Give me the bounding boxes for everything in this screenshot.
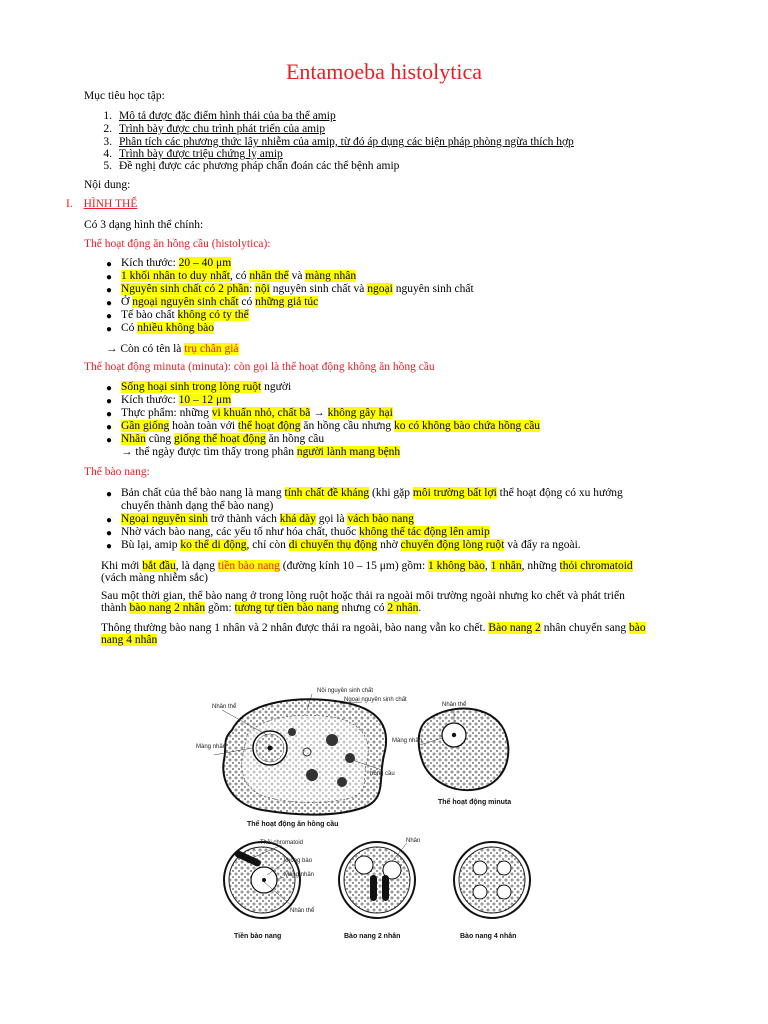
form3-bullet: Bản chất của thể bào nang là mang tính chất đề kháng (khi gặp môi trường bất lợi thể hoạt động có xu hướng — [121, 487, 623, 499]
label-nuclear-membrane: Màng nhân — [284, 872, 315, 878]
form2-bullet: Thực phẩm: những vi khuẩn nhỏ, chất bã → không gây hại — [121, 407, 393, 419]
bullet-icon: ● — [106, 259, 113, 270]
bullet-icon: ● — [106, 383, 113, 394]
label-endoplasm: Nội nguyên sinh chất — [317, 688, 374, 694]
content-label: Nội dung: — [84, 179, 131, 191]
intro-text: Có 3 dạng hình thể chính: — [84, 219, 204, 231]
form1-bullet: Nguyên sinh chất có 2 phần: nội nguyên sinh chất và ngoại nguyên sinh chất — [121, 283, 474, 295]
caption-trophozoite: Thể hoạt động ăn hồng cầu — [247, 821, 339, 828]
bullet-icon: ● — [106, 435, 113, 446]
form3-bullet: Nhờ vách bào nang, các yếu tố như hóa chất, thuốc không thể tác động lên amip — [121, 526, 490, 538]
form3-paragraph: Khi mới bắt đầu, là dạng tiền bào nang (đường kính 10 – 15 μm) gồm: 1 không bào, 1 nhân, những thỏi chromatoid — [101, 560, 633, 572]
form1-heading: Thể hoạt động ăn hồng cầu (histolytica): — [84, 238, 271, 250]
section-heading: I. HÌNH THỂ — [66, 198, 138, 210]
label-karyosome: Nhân thể — [442, 702, 467, 708]
bullet-icon: ● — [106, 528, 113, 539]
label-vacuole: không bào — [284, 858, 313, 864]
bullet-icon: ● — [106, 298, 113, 309]
bullet-icon: ● — [106, 272, 113, 283]
label-karyosome: Nhân thể — [290, 908, 315, 914]
form2-bullet: Gần giống hoàn toàn với thể hoạt động ăn hồng cầu nhưng ko có không bào chứa hồng cầu — [121, 420, 541, 432]
form1-note: → Còn có tên là trụ chân giả — [106, 343, 239, 355]
trophozoite-minuta-cell — [419, 709, 509, 791]
form3-heading: Thể bào nang: — [84, 466, 150, 478]
form2-bullet: Nhân cũng giống thể hoạt động ăn hồng cầu — [121, 433, 325, 445]
form2-note: → thể ngày được tìm thấy trong phân người lành mang bệnh — [121, 446, 401, 458]
form3-paragraph: Thông thường bào nang 1 nhân và 2 nhân được thải ra ngoài, bào nang vẫn ko chết. Bào nang 2 nhân chuyển sang bào — [101, 622, 646, 634]
page-title: Entamoeba histolytica — [285, 59, 483, 84]
bullet-icon: ● — [106, 324, 113, 335]
form3-paragraph-cont: thành bào nang 2 nhân gồm: tương tự tiền bào nang nhưng có 2 nhân. — [101, 602, 422, 614]
cyst-2-nuclei-cell — [339, 842, 415, 918]
form1-bullet: Tế bào chất không có ty thể — [121, 309, 249, 321]
bullet-icon: ● — [106, 541, 113, 552]
form3-paragraph: Sau một thời gian, thể bào nang ở trong lòng ruột hoặc thải ra ngoài môi trường ngoài nhưng ko chết và phát triển — [101, 590, 625, 602]
amoeba-figure — [192, 680, 562, 950]
caption-cyst-2: Bào nang 2 nhân — [344, 933, 401, 940]
form3-paragraph-cont: nang 4 nhân — [101, 634, 158, 646]
form3-bullet: Ngoại nguyên sinh trở thành vách khá dày gọi là vách bào nang — [121, 513, 414, 525]
label-karyosome: Nhân thể — [212, 704, 237, 710]
bullet-icon: ● — [106, 422, 113, 433]
trophozoite-hematophagous-cell — [223, 699, 386, 814]
label-chromatoid-bar: Thỏi chromatoid — [260, 840, 304, 846]
bullet-icon: ● — [106, 515, 113, 526]
label-ectoplasm: Ngoại nguyên sinh chất — [344, 697, 407, 703]
label-nuclear-membrane: Màng nhân — [392, 738, 423, 744]
document-page: Entamoeba histolytica Mục tiêu học tập: 1. Mô tả được đặc điểm hình thái của ba thể amip 2. Trình bày được chu trình phát triển của amip 3. Phân tích các phương thức lây nhiễm của amip, từ đó áp dụng các biện pháp phòng ngừa thích hợp 4. Trình bày được triệu chứng lỵ amip 5. Đề nghị được các phương pháp chẩn đoán các thể bệnh amip Nội dung: I. HÌNH THỂ Có 3 dạng hình thể chính: Thể hoạt động ăn hồng cầu (histolytica): ● Kích thước: 20 – 40 μm ● 1 khối nhân to duy nhất, có nhân thể và màng nhân ● Nguyên sinh chất có 2 phần: nội nguyên sinh chất và ngoại nguyên sinh chất ● Ở ngoại nguyên sinh chất có những giả túc ● Tế bào chất không có ty thể ● Có nhiều không bào → Còn có tên là trụ chân giả Thể hoạt động minuta (minuta): còn gọi là thể hoạt động không ăn hồng cầu ● Sống hoại sinh trong lòng ruột người ● Kích thước: 10 – 12 μm ● Thực phẩm: những vi khuẩn nhỏ, chất bã → không gây hại ● Gần giống hoàn toàn với thể hoạt động ăn hồng cầu nhưng ko có không bào chứa hồng cầu ● Nhân cũng giống thể hoạt động ăn hồng cầu → thể ngày được tìm thấy trong phân người lành mang bệnh Thể bào nang: ● Bản chất của thể bào nang là mang tính chất đề kháng (khi gặp môi trường bất lợi thể hoạt động có xu hướng chuyển thành dạng thể bào nang) ● Ngoại nguyên sinh trở thành vách khá dày gọi là vách bào nang ● Nhờ vách bào nang, các yếu tố như hóa chất, thuốc không thể tác động lên amip ● Bù lại, amip ko thể di động, chỉ còn di chuyển thụ động nhờ chuyển động lòng ruột và đẩy ra ngoài. Khi mới bắt đầu, là dạng tiền bào nang (đường kính 10 – 15 μm) gồm: 1 không bào, 1 nhân, những thỏi chromatoid (vách màng nhiễm sắc) Sau một thời gian, thể bào nang ở trong lòng ruột hoặc thải ra ngoài môi trường ngoài nhưng ko chết và phát triển thành bào nang 2 nhân gồm: tương tự tiền bào nang nhưng có 2 nhân. Thông thường bào nang 1 nhân và 2 nhân được thải ra ngoài, bào nang vẫn ko chết. Bào nang 2 nhân chuyển sang bào nang 4 nhân Nội nguyên sinh chất Ngoại nguyên sinh chất Nhân thể Màng nhân hồng cầu Nhân thể Màng nhân Thỏi chromatoid không bào Màng nhân Nhân thể Nhân Thể hoạt động ăn hồng cầu Thể hoạt động minuta Tiền bào nang Bào nang 2 nhân Bào nang 4 nhân — [0, 0, 768, 1024]
form3-paragraph-cont: (vách màng nhiễm sắc) — [101, 572, 208, 584]
form1-bullet: Ở ngoại nguyên sinh chất có những giả túc — [121, 296, 319, 308]
form2-heading: Thể hoạt động minuta (minuta): còn gọi là thể hoạt động không ăn hồng cầu — [84, 361, 435, 373]
form1-bullet: 1 khối nhân to duy nhất, có nhân thể và màng nhân — [121, 270, 357, 282]
label-nucleus: Nhân — [406, 838, 421, 844]
bullet-icon: ● — [106, 285, 113, 296]
form3-bullet: Bù lại, amip ko thể di động, chỉ còn di chuyển thụ động nhờ chuyển động lòng ruột và đẩy ra ngoài. — [121, 539, 581, 551]
bullet-icon: ● — [106, 396, 113, 407]
form2-bullet: Sống hoại sinh trong lòng ruột người — [121, 381, 292, 393]
caption-minuta: Thể hoạt động minuta — [438, 799, 512, 806]
bullet-icon: ● — [106, 409, 113, 420]
caption-precyst: Tiền bào nang — [234, 933, 282, 940]
bullet-icon: ● — [106, 311, 113, 322]
objectives-label: Mục tiêu học tập: — [84, 90, 165, 102]
cyst-4-nuclei-cell — [454, 842, 530, 918]
form3-bullet-cont: chuyển thành dạng thể bào nang) — [121, 500, 274, 512]
label-red-blood-cell: hồng cầu — [370, 771, 395, 777]
form2-bullet: Kích thước: 10 – 12 μm — [121, 394, 232, 406]
form1-bullet: Có nhiều không bào — [121, 322, 214, 334]
caption-cyst-4: Bào nang 4 nhân — [460, 933, 517, 940]
label-nuclear-membrane: Màng nhân — [196, 744, 227, 750]
bullet-icon: ● — [106, 489, 113, 500]
form1-bullet: Kích thước: 20 – 40 μm — [121, 257, 232, 269]
